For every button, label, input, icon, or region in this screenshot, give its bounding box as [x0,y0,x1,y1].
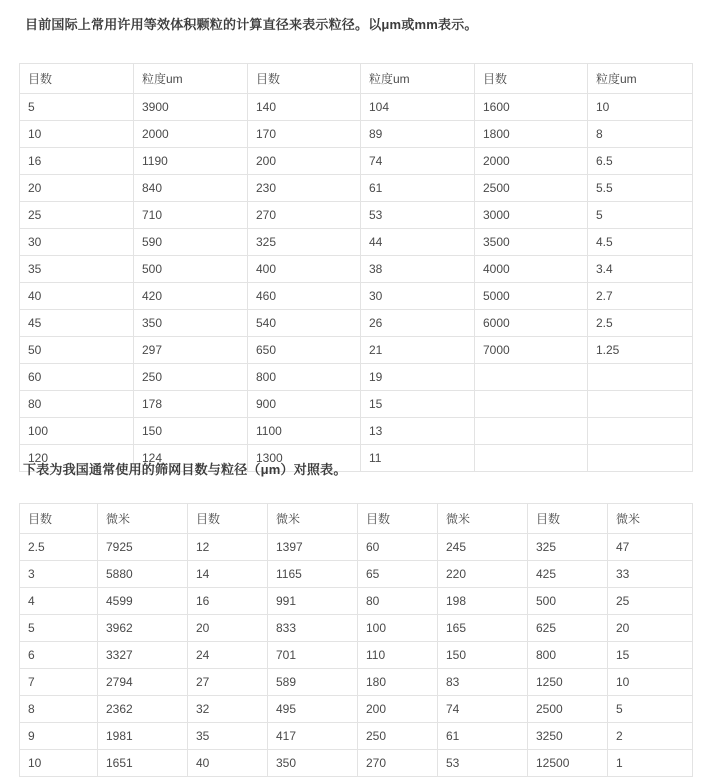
table-cell: 5 [20,615,98,642]
table-cell: 16 [188,588,268,615]
particle-size-table-international [19,63,693,472]
table-cell: 60 [20,364,134,391]
table-cell: 20 [188,615,268,642]
table-cell: 7000 [475,337,588,364]
table-cell: 120 [20,445,134,472]
table-cell: 2 [608,723,693,750]
table-row [20,534,693,561]
table-header-row [20,64,693,94]
table-cell: 80 [358,588,438,615]
intro-paragraph-1: 目前国际上常用许用等效体积颗粒的计算直径来表示粒径。以μm或mm表示。 [25,17,478,32]
table-cell: 1190 [134,148,248,175]
column-header: 粒度um [134,64,248,94]
table-cell: 3327 [98,642,188,669]
column-header: 目数 [188,504,268,534]
table-cell: 270 [358,750,438,777]
mesh-to-micron-table-china [19,503,693,777]
table-cell: 100 [20,418,134,445]
table-cell: 33 [608,561,693,588]
table-cell: 495 [268,696,358,723]
table-cell: 15 [608,642,693,669]
table-cell: 40 [188,750,268,777]
table-cell: 3900 [134,94,248,121]
table-cell: 198 [438,588,528,615]
table-cell: 74 [361,148,475,175]
table-cell: 20 [608,615,693,642]
column-header: 粒度um [588,64,693,94]
table-cell: 325 [528,534,608,561]
table-cell: 800 [248,364,361,391]
table-row [20,615,693,642]
table-cell: 8 [20,696,98,723]
table-cell: 2362 [98,696,188,723]
table-cell: 24 [188,642,268,669]
table-cell: 833 [268,615,358,642]
column-header: 目数 [248,64,361,94]
table-row [20,175,693,202]
table-cell: 165 [438,615,528,642]
table-row [20,364,693,391]
table-cell [475,391,588,418]
table-cell: 53 [438,750,528,777]
table-cell: 38 [361,256,475,283]
table-cell: 5.5 [588,175,693,202]
table-cell [475,418,588,445]
table-cell: 245 [438,534,528,561]
table-cell: 589 [268,669,358,696]
column-header: 微米 [608,504,693,534]
table-cell: 200 [248,148,361,175]
table-cell: 2794 [98,669,188,696]
table-cell [588,364,693,391]
table-cell: 7925 [98,534,188,561]
table-cell: 35 [20,256,134,283]
table-cell: 4.5 [588,229,693,256]
table-cell: 710 [134,202,248,229]
table-cell: 10 [588,94,693,121]
table-cell: 170 [248,121,361,148]
intro-paragraph-2: 下表为我国通常使用的筛网目数与粒径（μm）对照表。 [23,462,347,477]
table-row [20,696,693,723]
table-cell: 1397 [268,534,358,561]
table-cell: 250 [134,364,248,391]
table-cell: 1651 [98,750,188,777]
table-cell: 2500 [528,696,608,723]
table-cell: 45 [20,310,134,337]
table-cell: 5000 [475,283,588,310]
table-cell: 44 [361,229,475,256]
table-cell: 3962 [98,615,188,642]
table-cell: 2000 [134,121,248,148]
table-cell: 590 [134,229,248,256]
table-cell: 10 [608,669,693,696]
table-cell: 3000 [475,202,588,229]
table-row [20,229,693,256]
column-header: 微米 [438,504,528,534]
table-cell: 5 [588,202,693,229]
column-header: 目数 [475,64,588,94]
table-cell: 21 [361,337,475,364]
table-cell: 65 [358,561,438,588]
table-cell: 10 [20,750,98,777]
table-cell: 27 [188,669,268,696]
table-cell: 400 [248,256,361,283]
table-cell: 2.7 [588,283,693,310]
table-row [20,561,693,588]
table-row [20,669,693,696]
table-cell: 297 [134,337,248,364]
table-cell: 60 [358,534,438,561]
table-cell: 1.25 [588,337,693,364]
table-cell: 425 [528,561,608,588]
table-cell [588,418,693,445]
table-cell: 650 [248,337,361,364]
table-cell: 625 [528,615,608,642]
table-cell: 104 [361,94,475,121]
table-cell: 124 [134,445,248,472]
table-cell: 110 [358,642,438,669]
table-cell: 200 [358,696,438,723]
table-cell: 250 [358,723,438,750]
table-cell: 83 [438,669,528,696]
table-cell: 100 [358,615,438,642]
table-cell [475,445,588,472]
table-row [20,723,693,750]
table-cell: 15 [361,391,475,418]
table-cell: 5 [608,696,693,723]
table-cell: 26 [361,310,475,337]
table-cell: 420 [134,283,248,310]
table-row [20,148,693,175]
table-cell [588,391,693,418]
table-row [20,121,693,148]
table-cell: 3250 [528,723,608,750]
table-cell: 178 [134,391,248,418]
table-cell: 20 [20,175,134,202]
table-cell: 2500 [475,175,588,202]
table-cell: 13 [361,418,475,445]
table-row [20,283,693,310]
table-cell: 140 [248,94,361,121]
table-cell: 5880 [98,561,188,588]
table-cell: 350 [134,310,248,337]
table-cell: 325 [248,229,361,256]
table-cell: 61 [438,723,528,750]
table-cell: 2000 [475,148,588,175]
table-cell: 6 [20,642,98,669]
column-header: 目数 [358,504,438,534]
table-cell: 50 [20,337,134,364]
table-cell: 840 [134,175,248,202]
column-header: 微米 [98,504,188,534]
table-cell: 460 [248,283,361,310]
table-cell [475,364,588,391]
table-cell: 14 [188,561,268,588]
table-cell: 150 [438,642,528,669]
table-row [20,391,693,418]
table-row [20,310,693,337]
table-cell: 800 [528,642,608,669]
table-cell: 540 [248,310,361,337]
table-cell: 150 [134,418,248,445]
table-cell: 3500 [475,229,588,256]
table-body [20,94,693,472]
table-cell: 1165 [268,561,358,588]
column-header: 目数 [20,504,98,534]
table-cell: 5 [20,94,134,121]
table-cell: 9 [20,723,98,750]
table-cell: 500 [134,256,248,283]
column-header: 目数 [528,504,608,534]
table-cell: 1600 [475,94,588,121]
column-header: 微米 [268,504,358,534]
table-cell: 16 [20,148,134,175]
table-cell: 1300 [248,445,361,472]
table-cell: 4599 [98,588,188,615]
table-cell: 4 [20,588,98,615]
table-cell: 500 [528,588,608,615]
table-cell: 180 [358,669,438,696]
table-cell: 3.4 [588,256,693,283]
table-cell: 25 [608,588,693,615]
table-cell: 4000 [475,256,588,283]
table-cell: 1981 [98,723,188,750]
table-row [20,256,693,283]
table-cell: 230 [248,175,361,202]
table-cell: 2.5 [588,310,693,337]
table-cell: 991 [268,588,358,615]
table-cell: 2.5 [20,534,98,561]
table-cell: 53 [361,202,475,229]
column-header: 粒度um [361,64,475,94]
table-cell: 40 [20,283,134,310]
table-cell: 6000 [475,310,588,337]
table-cell: 12500 [528,750,608,777]
table-cell: 61 [361,175,475,202]
table-cell: 6.5 [588,148,693,175]
table-row [20,588,693,615]
table-cell: 350 [268,750,358,777]
table-row [20,202,693,229]
table-cell: 8 [588,121,693,148]
table-row [20,750,693,777]
table-cell: 32 [188,696,268,723]
table-header-row [20,504,693,534]
table-cell: 701 [268,642,358,669]
table-cell: 74 [438,696,528,723]
table-cell: 900 [248,391,361,418]
table-row [20,642,693,669]
table-cell: 47 [608,534,693,561]
table-cell: 270 [248,202,361,229]
table-cell: 1 [608,750,693,777]
table-cell: 35 [188,723,268,750]
table-cell: 417 [268,723,358,750]
table-row [20,94,693,121]
table-cell: 80 [20,391,134,418]
table-cell [588,445,693,472]
table-cell: 220 [438,561,528,588]
table-cell: 1250 [528,669,608,696]
table-cell: 12 [188,534,268,561]
column-header: 目数 [20,64,134,94]
table-cell: 89 [361,121,475,148]
table-body [20,534,693,777]
table-cell: 10 [20,121,134,148]
table-cell: 19 [361,364,475,391]
table-cell: 25 [20,202,134,229]
table-cell: 3 [20,561,98,588]
table-cell: 1100 [248,418,361,445]
table-cell: 7 [20,669,98,696]
table-cell: 11 [361,445,475,472]
table-row [20,418,693,445]
table-cell: 1800 [475,121,588,148]
table-row [20,337,693,364]
table-cell: 30 [20,229,134,256]
table-cell: 30 [361,283,475,310]
